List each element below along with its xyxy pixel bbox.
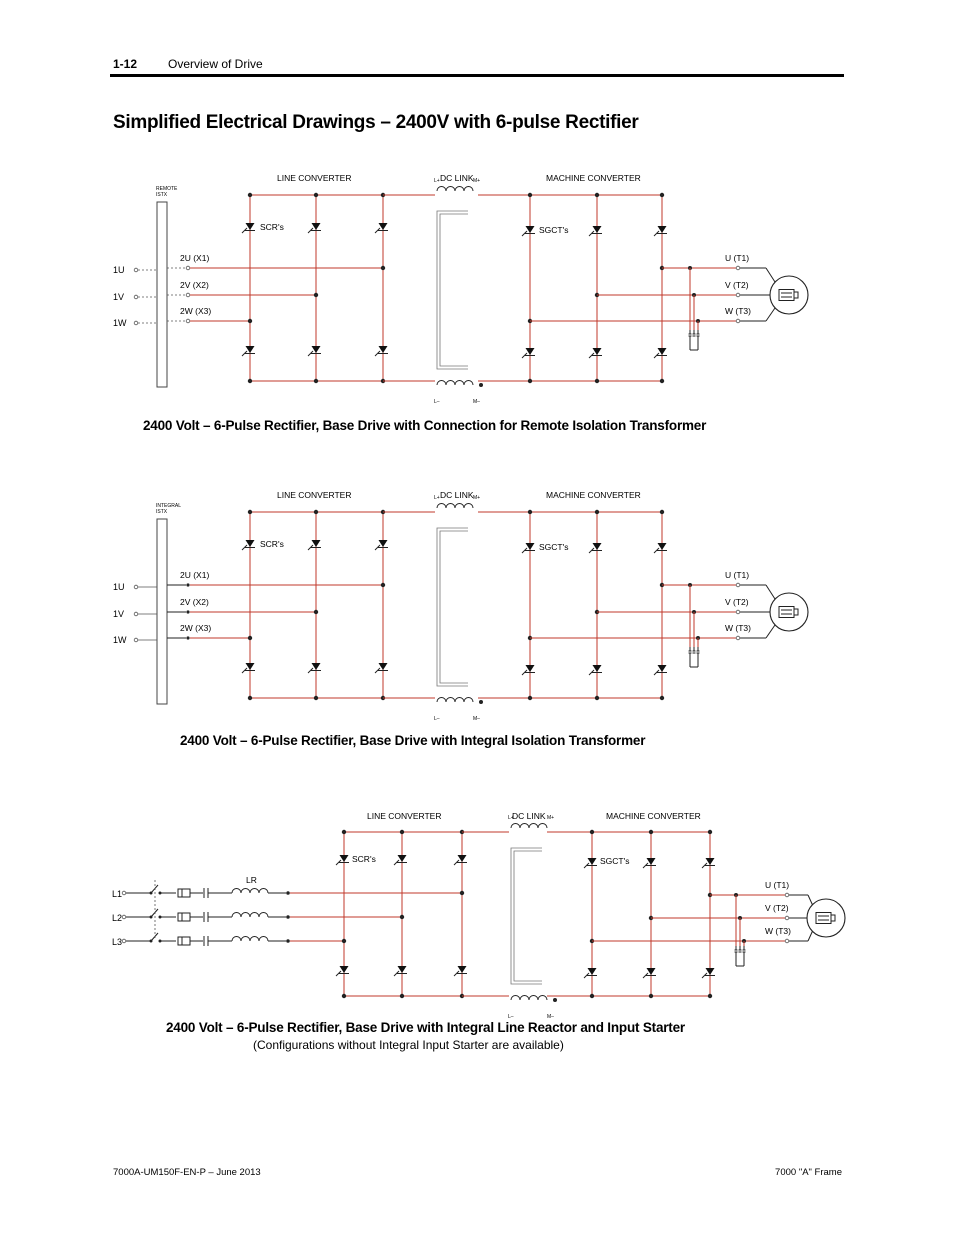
istx-label: REMOTE xyxy=(156,186,178,192)
junction-dot xyxy=(708,994,712,998)
page-number: 1-12 xyxy=(113,57,138,71)
terminal xyxy=(186,293,190,297)
sgcts-label: SGCT's xyxy=(600,856,630,866)
junction-dot xyxy=(708,830,712,834)
dc-m-minus: M– xyxy=(547,1014,554,1020)
scr-lower-3 xyxy=(379,346,388,353)
junction-dot xyxy=(342,830,346,834)
junction-dot xyxy=(286,891,290,895)
terminal-label: 2U (X1) xyxy=(180,570,210,580)
terminal-label: 2V (X2) xyxy=(180,597,209,607)
machine-converter-label: MACHINE CONVERTER xyxy=(546,490,641,500)
dc-link-core xyxy=(511,848,542,984)
scrs-label: SCR's xyxy=(352,854,376,864)
junction-dot xyxy=(314,610,318,614)
diagram-integral-istx xyxy=(0,467,954,727)
dc-m-plus: M+ xyxy=(473,495,481,501)
dc-link-upper-coil xyxy=(437,504,473,509)
junction-dot xyxy=(381,266,385,270)
line-converter-label: LINE CONVERTER xyxy=(367,811,442,821)
scr-upper-1 xyxy=(246,540,255,547)
sgct-upper-2 xyxy=(647,858,656,865)
junction-dot xyxy=(248,193,252,197)
istx-block xyxy=(157,202,167,387)
junction-dot xyxy=(590,830,594,834)
junction-dot xyxy=(660,510,664,514)
output-v-label: V (T2) xyxy=(725,280,749,290)
junction-dot xyxy=(159,892,162,895)
istx-block xyxy=(157,519,167,704)
dc-link-label: DC LINK xyxy=(440,173,474,183)
motor-lead xyxy=(766,268,775,282)
fuse-icon xyxy=(178,913,190,921)
terminal xyxy=(736,319,740,323)
motor-body xyxy=(779,290,794,301)
sgct-lower-2 xyxy=(593,665,602,672)
dc-link-core xyxy=(437,528,468,686)
junction-dot xyxy=(400,994,404,998)
junction-dot xyxy=(159,916,162,919)
dc-l-minus: L– xyxy=(434,399,440,405)
dc-link-lower-coil xyxy=(437,381,473,386)
motor-lead xyxy=(766,585,775,599)
junction-dot xyxy=(248,379,252,383)
sgct-lower-3 xyxy=(658,665,667,672)
motor-body xyxy=(779,607,794,618)
dc-m-plus: M+ xyxy=(547,815,555,821)
section-title: Overview of Drive xyxy=(168,57,263,71)
scr-lower-1 xyxy=(340,966,349,973)
junction-dot xyxy=(595,193,599,197)
input-1v: 1V xyxy=(113,292,125,302)
caption-diagram-3: 2400 Volt – 6-Pulse Rectifier, Base Drive with Integral Line Reactor and Input Starter xyxy=(166,1020,685,1035)
junction-dot xyxy=(381,583,385,587)
junction-dot xyxy=(649,994,653,998)
junction-dot xyxy=(528,696,532,700)
output-v-label: V (T2) xyxy=(765,903,789,913)
junction-dot xyxy=(528,510,532,514)
scr-upper-2 xyxy=(312,223,321,230)
sgct-upper-3 xyxy=(706,858,715,865)
terminal xyxy=(736,266,740,270)
dc-link-core-inner xyxy=(514,851,542,981)
terminal xyxy=(134,268,138,272)
junction-dot xyxy=(649,830,653,834)
scrs-label: SCR's xyxy=(260,539,284,549)
sgct-lower-1 xyxy=(526,348,535,355)
input-l1: L1 xyxy=(112,889,123,899)
dc-link-core-inner xyxy=(440,531,468,683)
machine-converter-label: MACHINE CONVERTER xyxy=(606,811,701,821)
scr-upper-1 xyxy=(246,223,255,230)
sgct-lower-3 xyxy=(706,968,715,975)
output-w-label: W (T3) xyxy=(725,306,751,316)
sgct-lower-3 xyxy=(658,348,667,355)
dc-l-plus: L+ xyxy=(434,178,440,184)
terminal xyxy=(736,293,740,297)
terminal xyxy=(736,583,740,587)
scr-lower-3 xyxy=(458,966,467,973)
input-1u: 1U xyxy=(113,265,125,275)
terminal xyxy=(736,636,740,640)
dc-m-plus: M+ xyxy=(473,178,481,184)
junction-dot xyxy=(186,636,189,639)
dc-l-plus: L+ xyxy=(434,495,440,501)
dc-l-minus: L– xyxy=(508,1014,514,1020)
junction-dot xyxy=(314,379,318,383)
sgct-upper-2 xyxy=(593,543,602,550)
junction-dot xyxy=(590,994,594,998)
junction-dot xyxy=(595,379,599,383)
terminal xyxy=(785,939,789,943)
dc-link-label: DC LINK xyxy=(512,811,546,821)
junction-dot xyxy=(660,696,664,700)
lr-label: LR xyxy=(246,875,257,885)
line-converter-label: LINE CONVERTER xyxy=(277,490,352,500)
junction-dot xyxy=(286,939,290,943)
motor-body xyxy=(816,913,831,924)
terminal xyxy=(134,321,138,325)
sgct-lower-1 xyxy=(526,665,535,672)
junction-dot xyxy=(248,319,252,323)
terminal xyxy=(134,295,138,299)
line-converter-label: LINE CONVERTER xyxy=(277,173,352,183)
junction-dot xyxy=(314,293,318,297)
machine-converter-label: MACHINE CONVERTER xyxy=(546,173,641,183)
dc-l-minus: L– xyxy=(434,716,440,722)
junction-dot xyxy=(248,510,252,514)
input-l3: L3 xyxy=(112,937,123,947)
istx-label: ISTX xyxy=(156,509,168,515)
scr-lower-1 xyxy=(246,663,255,670)
scr-lower-1 xyxy=(246,346,255,353)
istx-label: INTEGRAL xyxy=(156,503,182,509)
junction-dot xyxy=(286,915,290,919)
junction-dot xyxy=(528,193,532,197)
dc-link-label: DC LINK xyxy=(440,490,474,500)
junction-dot xyxy=(314,510,318,514)
junction-dot xyxy=(186,610,189,613)
line-reactor-coil xyxy=(232,913,268,918)
junction-dot xyxy=(553,998,557,1002)
line-reactor-coil xyxy=(232,889,268,894)
disconnect-switch xyxy=(151,885,158,893)
motor-shaft xyxy=(794,292,798,298)
junction-dot xyxy=(248,696,252,700)
junction-dot xyxy=(248,636,252,640)
sgct-upper-3 xyxy=(658,226,667,233)
terminal xyxy=(785,893,789,897)
terminal xyxy=(785,916,789,920)
dc-link-upper-coil xyxy=(511,824,547,829)
junction-dot xyxy=(314,193,318,197)
scr-upper-3 xyxy=(379,223,388,230)
terminal xyxy=(186,266,190,270)
terminal-label: 2V (X2) xyxy=(180,280,209,290)
terminal-label: 2W (X3) xyxy=(180,306,212,316)
junction-dot xyxy=(479,700,483,704)
scr-lower-3 xyxy=(379,663,388,670)
input-1w: 1W xyxy=(113,318,127,328)
scr-upper-3 xyxy=(458,855,467,862)
motor-lead xyxy=(766,308,775,321)
junction-dot xyxy=(400,915,404,919)
sgcts-label: SGCT's xyxy=(539,225,569,235)
caption-diagram-2: 2400 Volt – 6-Pulse Rectifier, Base Drive with Integral Isolation Transformer xyxy=(180,733,646,748)
motor-lead xyxy=(766,625,775,638)
dc-link-upper-coil xyxy=(437,187,473,192)
junction-dot xyxy=(460,891,464,895)
output-u-label: U (T1) xyxy=(765,880,790,890)
scr-upper-1 xyxy=(340,855,349,862)
dc-link-core xyxy=(437,211,468,369)
input-1v: 1V xyxy=(113,609,125,619)
dc-link-core-inner xyxy=(440,214,468,366)
scr-lower-2 xyxy=(398,966,407,973)
terminal xyxy=(122,915,126,919)
sgct-upper-1 xyxy=(526,226,535,233)
junction-dot xyxy=(595,510,599,514)
terminal xyxy=(134,585,138,589)
output-v-label: V (T2) xyxy=(725,597,749,607)
sgct-upper-3 xyxy=(658,543,667,550)
terminal xyxy=(122,939,126,943)
footer-product: 7000 "A" Frame xyxy=(775,1167,842,1178)
scr-upper-3 xyxy=(379,540,388,547)
dc-m-minus: M– xyxy=(473,716,480,722)
scr-upper-2 xyxy=(312,540,321,547)
output-w-label: W (T3) xyxy=(765,926,791,936)
input-1w: 1W xyxy=(113,635,127,645)
junction-dot xyxy=(660,193,664,197)
junction-dot xyxy=(342,994,346,998)
junction-dot xyxy=(159,940,162,943)
scrs-label: SCR's xyxy=(260,222,284,232)
caption-diagram-1: 2400 Volt – 6-Pulse Rectifier, Base Drive with Connection for Remote Isolation Transformer xyxy=(143,418,707,433)
terminal xyxy=(134,612,138,616)
input-l2: L2 xyxy=(112,913,123,923)
terminal-label: 2U (X1) xyxy=(180,253,210,263)
junction-dot xyxy=(342,939,346,943)
terminal-label: 2W (X3) xyxy=(180,623,212,633)
sgct-upper-2 xyxy=(593,226,602,233)
output-w-label: W (T3) xyxy=(725,623,751,633)
output-u-label: U (T1) xyxy=(725,253,750,263)
junction-dot xyxy=(595,696,599,700)
istx-label: ISTX xyxy=(156,192,168,198)
dc-m-minus: M– xyxy=(473,399,480,405)
dc-link-lower-coil xyxy=(437,698,473,703)
disconnect-switch xyxy=(151,933,158,941)
sgct-lower-1 xyxy=(588,968,597,975)
dc-link-lower-coil xyxy=(511,996,547,1001)
sgct-upper-1 xyxy=(526,543,535,550)
subcaption-diagram-3: (Configurations without Integral Input Starter are available) xyxy=(253,1038,564,1052)
header-rule xyxy=(110,74,844,77)
sgcts-label: SGCT's xyxy=(539,542,569,552)
input-1u: 1U xyxy=(113,582,125,592)
motor-shaft xyxy=(794,609,798,615)
sgct-upper-1 xyxy=(588,858,597,865)
junction-dot xyxy=(186,583,189,586)
terminal xyxy=(134,638,138,642)
terminal xyxy=(186,319,190,323)
output-u-label: U (T1) xyxy=(725,570,750,580)
page-title: Simplified Electrical Drawings – 2400V with 6-pulse Rectifier xyxy=(113,112,639,133)
diagram-line-reactor-starter xyxy=(0,790,954,1020)
junction-dot xyxy=(479,383,483,387)
terminal xyxy=(736,610,740,614)
dc-l-plus: L+ xyxy=(508,815,514,821)
scr-lower-2 xyxy=(312,346,321,353)
disconnect-switch xyxy=(151,909,158,917)
sgct-lower-2 xyxy=(593,348,602,355)
scr-lower-2 xyxy=(312,663,321,670)
sgct-lower-2 xyxy=(647,968,656,975)
motor-shaft xyxy=(831,915,835,921)
fuse-icon xyxy=(178,889,190,897)
scr-upper-2 xyxy=(398,855,407,862)
junction-dot xyxy=(528,379,532,383)
terminal xyxy=(122,891,126,895)
line-reactor-coil xyxy=(232,937,268,942)
junction-dot xyxy=(400,830,404,834)
footer-publication: 7000A-UM150F-EN-P – June 2013 xyxy=(113,1167,261,1178)
diagram-remote-istx xyxy=(0,150,954,410)
fuse-icon xyxy=(178,937,190,945)
junction-dot xyxy=(660,379,664,383)
junction-dot xyxy=(314,696,318,700)
